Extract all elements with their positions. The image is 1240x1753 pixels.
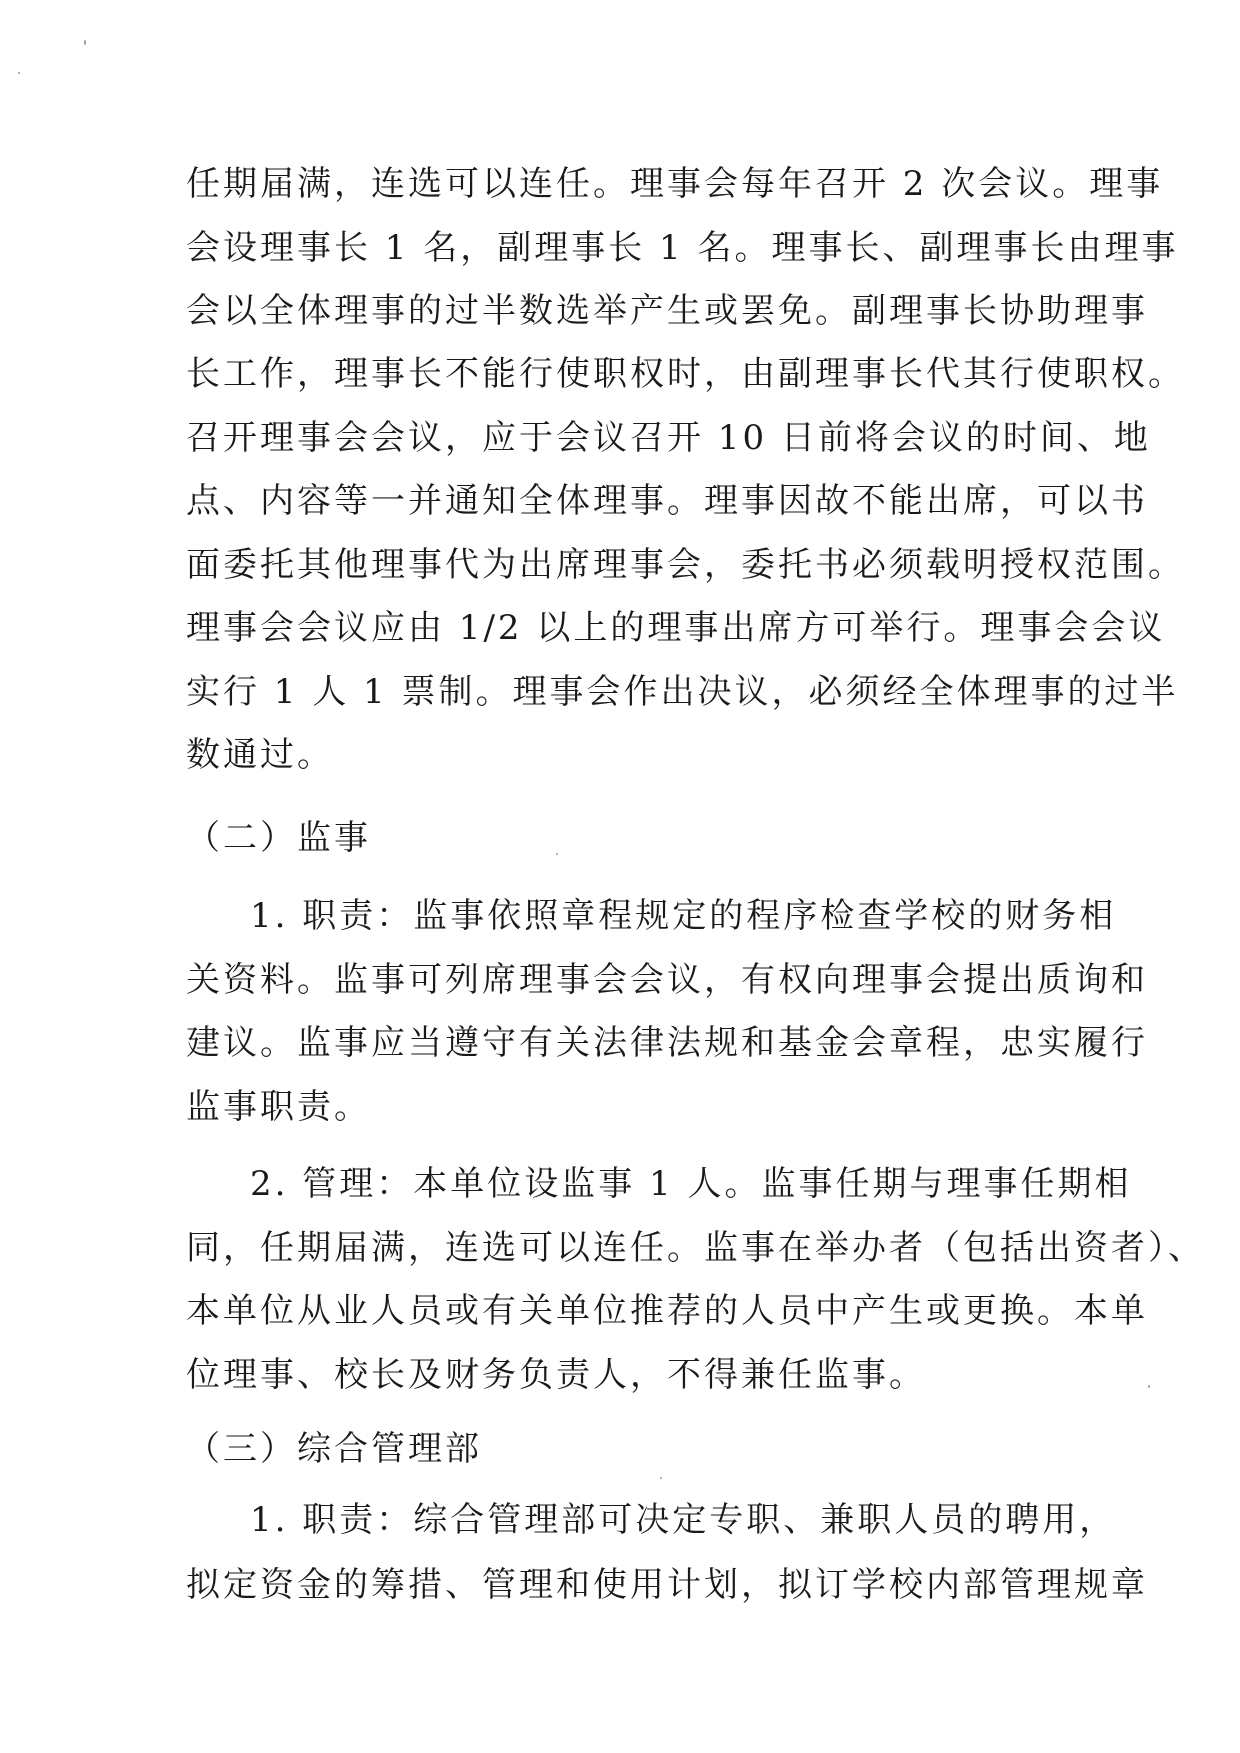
paragraph-line: 本单位从业人员或有关单位推荐的人员中产生或更换。本单 <box>186 1291 1148 1331</box>
scan-speck <box>556 853 558 855</box>
scan-speck <box>1148 1385 1150 1388</box>
scan-speck <box>660 1477 662 1479</box>
scan-speck <box>84 40 86 45</box>
paragraph-line: 实行 1 人 1 票制。理事会作出决议，必须经全体理事的过半 <box>186 672 1179 712</box>
paragraph-line: 召开理事会会议，应于会议召开 10 日前将会议的时间、地 <box>186 418 1151 458</box>
scan-speck <box>18 72 20 74</box>
paragraph-line: 建议。监事应当遵守有关法律法规和基金会章程，忠实履行 <box>186 1023 1148 1063</box>
paragraph-line: 面委托其他理事代为出席理事会，委托书必须载明授权范围。 <box>186 545 1185 585</box>
paragraph-line: 任期届满，连选可以连任。理事会每年召开 2 次会议。理事 <box>186 164 1164 204</box>
section-heading: （三）综合管理部 <box>186 1429 482 1469</box>
paragraph-line: 监事职责。 <box>186 1087 371 1127</box>
paragraph-line: 会设理事长 1 名，副理事长 1 名。理事长、副理事长由理事 <box>186 228 1179 268</box>
paragraph-line: 同，任期届满，连选可以连任。监事在举办者（包括出资者）、 <box>186 1228 1205 1268</box>
paragraph-line: 2. 管理：本单位设监事 1 人。监事任期与理事任期相 <box>250 1164 1132 1204</box>
paragraph-line: 点、内容等一并通知全体理事。理事因故不能出席，可以书 <box>186 481 1148 521</box>
paragraph-line: 位理事、校长及财务负责人，不得兼任监事。 <box>186 1355 926 1395</box>
paragraph-line: 长工作，理事长不能行使职权时，由副理事长代其行使职权。 <box>186 354 1185 394</box>
paragraph-line: 1. 职责：监事依照章程规定的程序检查学校的财务相 <box>250 896 1117 936</box>
paragraph-line: 会以全体理事的过半数选举产生或罢免。副理事长协助理事 <box>186 291 1148 331</box>
paragraph-line: 关资料。监事可列席理事会会议，有权向理事会提出质询和 <box>186 960 1148 1000</box>
paragraph-line: 1. 职责：综合管理部可决定专职、兼职人员的聘用， <box>250 1500 1117 1540</box>
section-heading: （二）监事 <box>186 818 371 858</box>
paragraph-line: 拟定资金的筹措、管理和使用计划，拟订学校内部管理规章 <box>186 1565 1148 1605</box>
paragraph-line: 理事会会议应由 1/2 以上的理事出席方可举行。理事会会议 <box>186 608 1166 648</box>
paragraph-line: 数通过。 <box>186 735 334 775</box>
